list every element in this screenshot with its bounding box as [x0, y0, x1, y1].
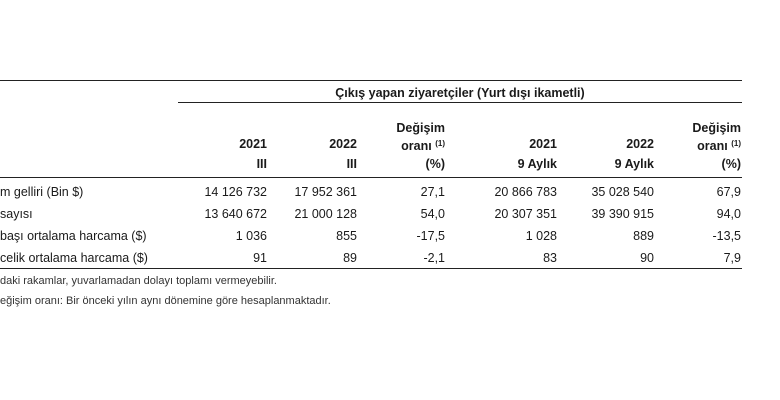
cell: 1 036 — [235, 229, 267, 243]
cell: -2,1 — [423, 251, 445, 265]
row-label: sayısı — [0, 207, 33, 221]
cell: 89 — [343, 251, 357, 265]
cell: 39 390 915 — [591, 207, 654, 221]
cell: 7,9 — [723, 251, 741, 265]
col-year-2022-q3: 2022 — [329, 137, 357, 151]
cell: 855 — [336, 229, 357, 243]
col-change-label-9m: Değişim — [692, 121, 741, 135]
cell: 13 640 672 — [204, 207, 267, 221]
col-year-2021-q3: 2021 — [239, 137, 267, 151]
col-change-unit: (%) — [425, 157, 445, 171]
bottom-rule — [0, 268, 742, 269]
cell: 27,1 — [420, 185, 445, 199]
cell: 20 866 783 — [494, 185, 557, 199]
group-rule — [178, 102, 742, 103]
cell: 83 — [543, 251, 557, 265]
cell: 1 028 — [525, 229, 557, 243]
row-label: m gelliri (Bin $) — [0, 185, 84, 199]
col-change-label: Değişim — [396, 121, 445, 135]
cell: 91 — [253, 251, 267, 265]
group-title: Çıkış yapan ziyaretçiler (Yurt dışı ikametli) — [335, 86, 585, 100]
cell: -13,5 — [712, 229, 741, 243]
cell: -17,5 — [416, 229, 445, 243]
cell: 889 — [633, 229, 654, 243]
row-label: başı ortalama harcama ($) — [0, 229, 147, 243]
cell: 21 000 128 — [294, 207, 357, 221]
cell: 67,9 — [716, 185, 741, 199]
col-year-2021-9m: 2021 — [529, 137, 557, 151]
col-year-2022-9m: 2022 — [626, 137, 654, 151]
cell: 94,0 — [716, 207, 741, 221]
col-change-label2-9m: oranı $^{(1)}$ — [697, 139, 741, 153]
col-period-2021-9m: 9 Aylık — [517, 157, 557, 171]
col-change-unit-9m: (%) — [721, 157, 741, 171]
row-label: celik ortalama harcama ($) — [0, 251, 148, 265]
cell: 14 126 732 — [204, 185, 267, 199]
cell: 90 — [640, 251, 654, 265]
header-rule — [0, 177, 742, 178]
footnote-1: daki rakamlar, yuvarlamadan dolayı toplamı vermeyebilir. — [0, 275, 277, 287]
col-change-label2: oranı $^{(1)}$ — [401, 139, 445, 153]
cell: 20 307 351 — [494, 207, 557, 221]
footnote-2: eğişim oranı: Bir önceki yılın aynı dönemine göre hesaplanmaktadır. — [0, 295, 331, 307]
cell: 54,0 — [420, 207, 445, 221]
cell: 35 028 540 — [591, 185, 654, 199]
col-period-2021-q3: III — [256, 157, 267, 171]
col-period-2022-9m: 9 Aylık — [614, 157, 654, 171]
cell: 17 952 361 — [294, 185, 357, 199]
col-period-2022-q3: III — [346, 157, 357, 171]
top-rule — [0, 80, 742, 81]
